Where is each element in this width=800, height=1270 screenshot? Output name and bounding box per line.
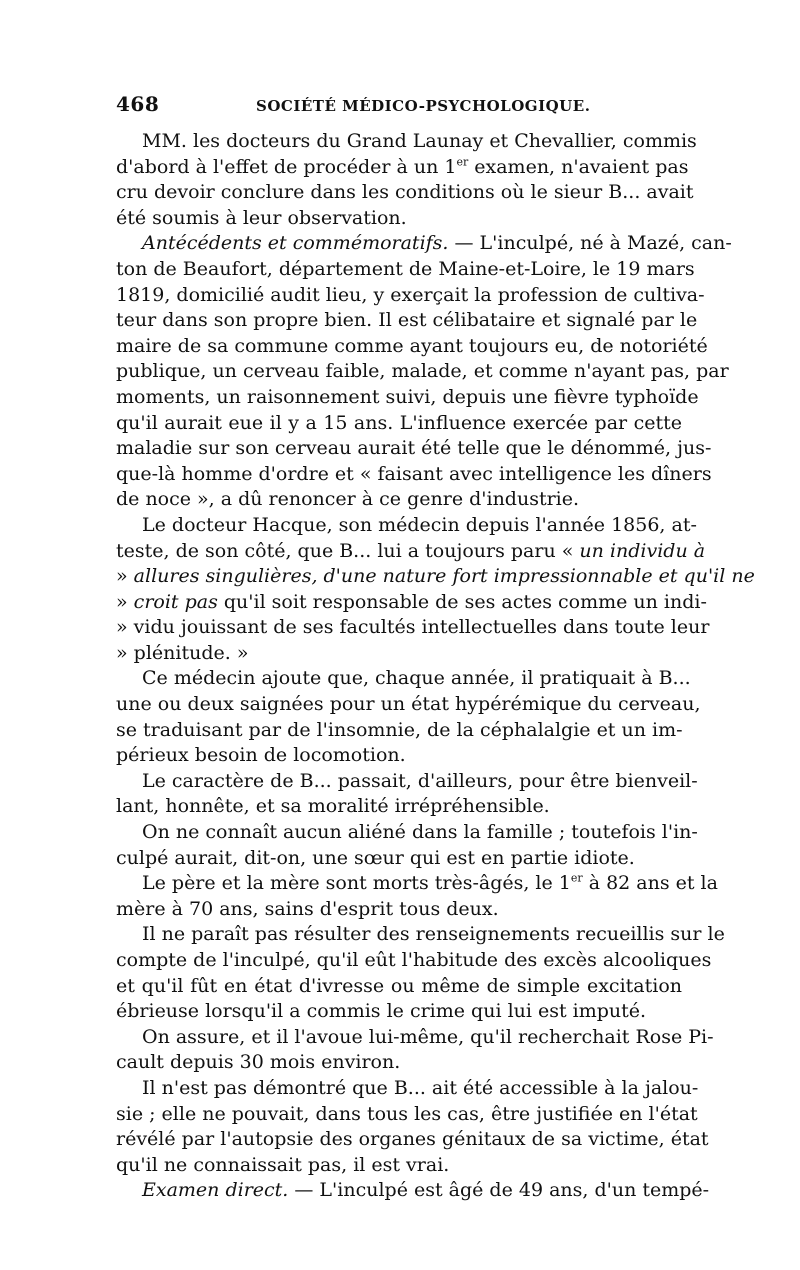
page-header bbox=[116, 92, 682, 116]
text-line: maire de sa commune comme ayant toujours eu, de notoriété bbox=[116, 334, 708, 357]
text-line: compte de l'inculpé, qu'il eût l'habitude des excès alcooliques bbox=[116, 949, 712, 971]
text-line: » vidu jouissant de ses facultés intellectuelles dans toute leur bbox=[116, 616, 710, 639]
text-line: teur dans son propre bien. Il est célibataire et signalé par le bbox=[116, 309, 698, 332]
text-line: que-là homme d'ordre et « faisant avec intelligence les dîners bbox=[116, 462, 712, 485]
text-line: On ne connaît aucun aliéné dans la famille ; toutefois l'in- bbox=[142, 821, 698, 844]
text-line: Ce médecin ajoute que, chaque année, il pratiquait à B... bbox=[142, 667, 691, 690]
text-line: une ou deux saignées pour un état hypérémique du cerveau, bbox=[116, 693, 701, 716]
text-line: cru devoir conclure dans les conditions où le sieur B... avait bbox=[116, 181, 694, 204]
text-line: 1819, domicilié audit lieu, y exerçait la profession de cultiva- bbox=[116, 283, 705, 306]
text-line: cault depuis 30 mois environ. bbox=[116, 1051, 401, 1074]
text-line: publique, un cerveau faible, malade, et comme n'ayant pas, par bbox=[116, 360, 729, 383]
text-line: » plénitude. » bbox=[116, 641, 249, 664]
page-number: 468 bbox=[116, 92, 160, 116]
text-line: » croit pas qu'il soit responsable de ses actes comme un indi- bbox=[116, 590, 707, 613]
text-line: » allures singulières, d'une nature fort impressionnable et qu'il ne bbox=[116, 565, 755, 588]
text-line: Antécédents et commémoratifs. — L'inculpé, né à Mazé, can- bbox=[142, 232, 732, 255]
text-line: teste, de son côté, que B... lui a toujours paru « un individu à bbox=[116, 539, 706, 562]
text-line: MM. les docteurs du Grand Launay et Chevallier, commis bbox=[142, 130, 697, 152]
text-line: Examen direct. — L'inculpé est âgé de 49 ans, d'un tempé- bbox=[142, 1179, 710, 1202]
text-line: qu'il aurait eue il y a 15 ans. L'influence exercée par cette bbox=[116, 411, 682, 434]
text-line: et qu'il fût en état d'ivresse ou même de simple excitation bbox=[116, 974, 682, 997]
text-line: se traduisant par de l'insomnie, de la céphalalgie et un im- bbox=[116, 718, 683, 741]
text-line: Il ne paraît pas résulter des renseignements recueillis sur le bbox=[142, 923, 725, 946]
text-line: périeux besoin de locomotion. bbox=[116, 744, 406, 767]
text-line: ton de Beaufort, département de Maine-et-Loire, le 19 mars bbox=[116, 257, 695, 280]
text-line: ébrieuse lorsqu'il a commis le crime qui lui est imputé. bbox=[116, 1000, 647, 1023]
text-line: révélé par l'autopsie des organes génitaux de sa victime, état bbox=[116, 1128, 709, 1151]
text-line: de noce », a dû renoncer à ce genre d'industrie. bbox=[116, 488, 580, 511]
text-line: maladie sur son cerveau aurait été telle que le dénommé, jus- bbox=[116, 437, 712, 460]
text-line: mère à 70 ans, sains d'esprit tous deux. bbox=[116, 897, 499, 920]
text-line: Le caractère de B... passait, d'ailleurs, pour être bienveil- bbox=[142, 769, 698, 792]
text-line: On assure, et il l'avoue lui-même, qu'il recherchait Rose Pi- bbox=[142, 1025, 714, 1048]
text-line: qu'il ne connaissait pas, il est vrai. bbox=[116, 1153, 450, 1176]
text-line: d'abord à l'effet de procéder à un 1er examen, n'avaient pas bbox=[116, 155, 689, 178]
text-line: culpé aurait, dit-on, une sœur qui est en partie idiote. bbox=[116, 846, 635, 869]
text-line: Le père et la mère sont morts très-âgés, le 1er à 82 ans et la bbox=[142, 871, 718, 895]
body-text bbox=[116, 129, 755, 1204]
text-line: Il n'est pas démontré que B... ait été accessible à la jalou- bbox=[142, 1076, 699, 1099]
text-line: Le docteur Hacque, son médecin depuis l'année 1856, at- bbox=[142, 513, 697, 536]
text-line: sie ; elle ne pouvait, dans tous les cas, être justifiée en l'état bbox=[116, 1102, 698, 1125]
text-line: été soumis à leur observation. bbox=[116, 206, 407, 229]
text-line: moments, un raisonnement suivi, depuis une fièvre typhoïde bbox=[116, 385, 699, 408]
running-title: SOCIÉTÉ MÉDICO-PSYCHOLOGIQUE. bbox=[256, 97, 591, 115]
text-line: lant, honnête, et sa moralité irrépréhensible. bbox=[116, 795, 550, 818]
